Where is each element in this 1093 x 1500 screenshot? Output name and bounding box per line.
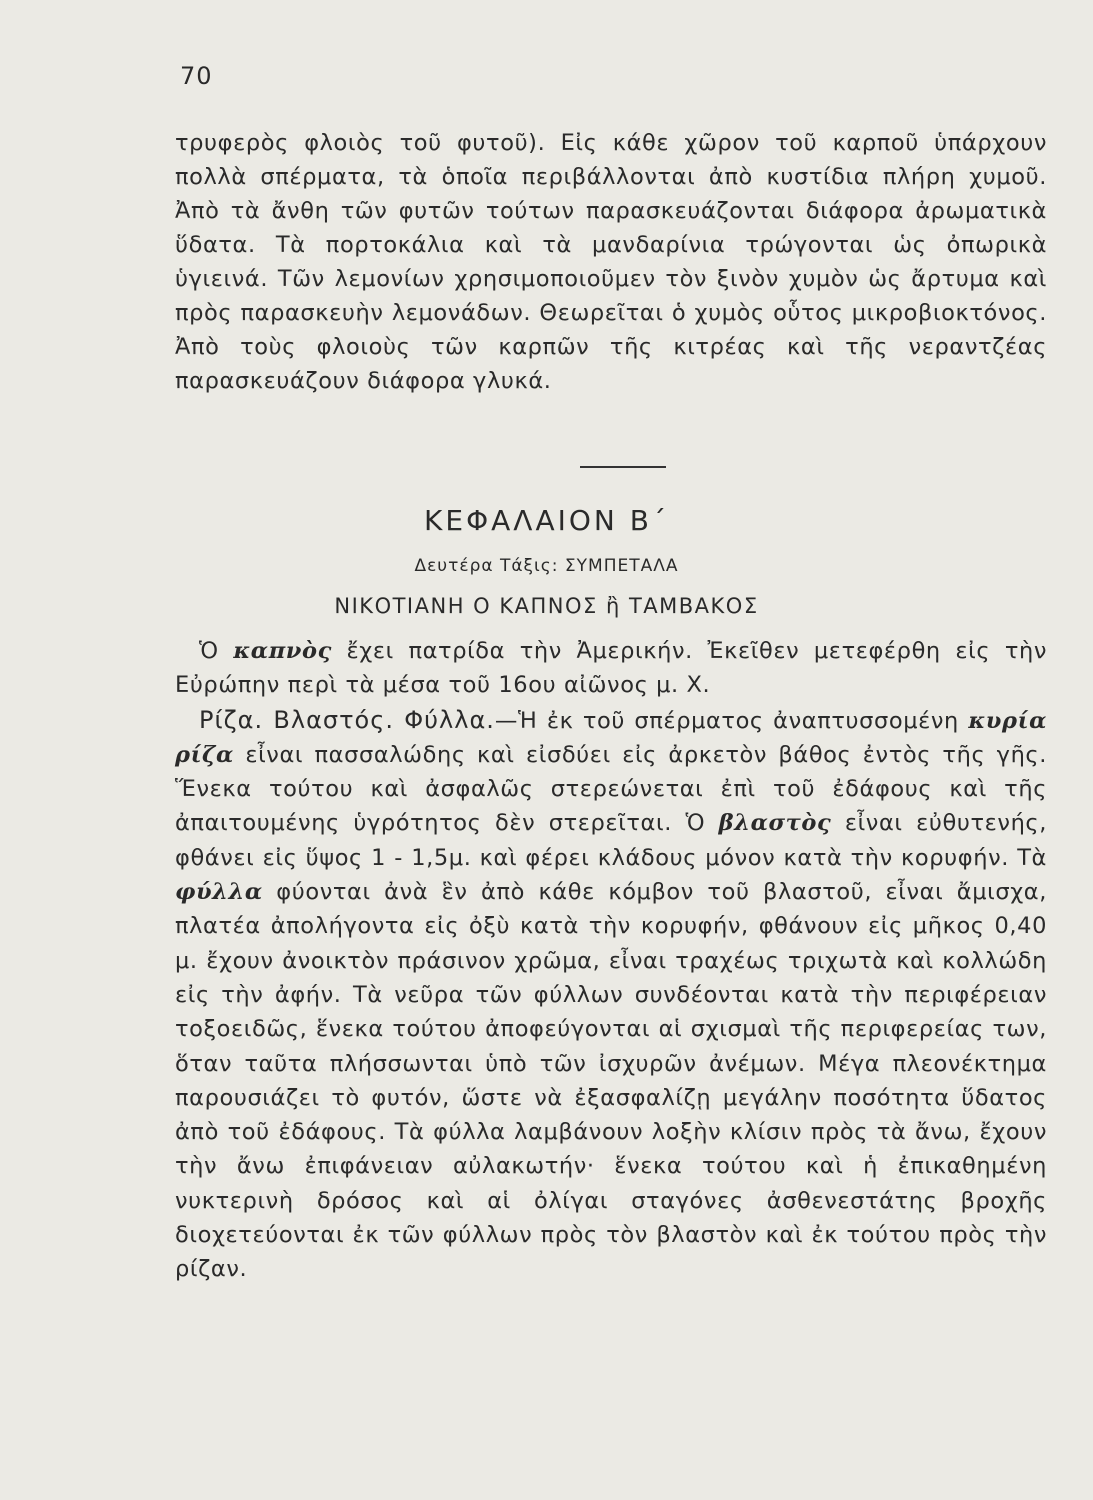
- section-paragraph: [175, 703, 1047, 1287]
- section-divider: [580, 466, 666, 468]
- intro-text-after: ἔχει πατρίδα τὴν Ἀμερικήν. Ἐκεῖθεν μετεφέρθη εἰς τὴν Εὐρώπην περὶ τὰ μέσα τοῦ 16ου αἰῶνος μ. Χ.: [175, 638, 1047, 699]
- intro-keyword: καπνὸς: [233, 638, 332, 664]
- continuation-text: τρυφερὸς φλοιὸς τοῦ φυτοῦ). Εἰς κάθε χῶρον τοῦ καρποῦ ὑπάρχουν πολλὰ σπέρματα, τὰ ὁποῖα περιβάλλονται ἀπὸ κυστίδια πλήρη χυμοῦ. Ἀπὸ τὰ ἄνθη τῶν φυτῶν τούτων παρασκευάζονται διάφορα ἀρωματικὰ ὕδατα. Τὰ πορτοκάλια καὶ τὰ μανδαρίνια τρώγονται ὡς ὀπωρικὰ ὑγιεινά. Τῶν λεμονίων χρησιμοποιοῦμεν τὸν ξινὸν χυμὸν ὡς ἄρτυμα καὶ πρὸς παρασκευὴν λεμονάδων. Θεωρεῖται ὁ χυμὸς οὗτος μικροβιοκτόνος. Ἀπὸ τοὺς φλοιοὺς τῶν καρπῶν τῆς κιτρέας καὶ τῆς νεραντζέας παρασκευάζουν διάφορα γλυκά.: [175, 130, 1047, 394]
- section-keyword-stem: βλαστὸς: [718, 810, 832, 837]
- intro-text-before: Ὁ: [199, 638, 234, 664]
- intro-paragraph: [175, 634, 1047, 703]
- chapter-title: ΚΕΦΑΛΑΙΟΝ Β΄: [424, 504, 669, 537]
- section-heading: Ρίζα. Βλαστός. Φύλλα.: [199, 705, 495, 734]
- page-number: 70: [180, 62, 213, 90]
- chapter-heading: ΝΙΚΟΤΙΑΝΗ Ο ΚΑΠΝΟΣ ἢ ΤΑΜΒΑΚΟΣ: [334, 594, 759, 618]
- chapter-subtitle: Δευτέρα Τάξις: ΣΥΜΠΕΤΑΛΑ: [414, 556, 679, 576]
- section-text-2: εἶναι πασσαλώδης καὶ εἰσδύει εἰς ἀρκετὸν βάθος ἐντὸς τῆς γῆς. Ἕνεκα τούτου καὶ ἀσφαλῶς στερεώνεται ἐπὶ τοῦ ἐδάφους καὶ τῆς ἀπαιτουμένης ὑγρότητος δὲν στερεῖται. Ὁ: [175, 741, 1047, 837]
- chapter-body: [175, 634, 1047, 1287]
- section-text-4: φύονται ἀνὰ ἓν ἀπὸ κάθε κόμβον τοῦ βλαστοῦ, εἶναι ἄμισχα, πλατέα ἀπολήγοντα εἰς ὀξὺ κατὰ τὴν κορυφήν, φθάνουν εἰς μῆκος 0,40 μ. ἔχουν ἀνοικτὸν πράσινον χρῶμα, εἶναι τραχέως τριχωτὰ καὶ κολλώδη εἰς τὴν ἀφήν. Τὰ νεῦρα τῶν φύλλων συνδέονται κατὰ τὴν περιφέρειαν τοξοειδῶς, ἕνεκα τούτου ἀποφεύγονται αἱ σχισμαὶ τῆς περιφερείας των, ὅταν ταῦτα πλήσσωνται ὑπὸ τῶν ἰσχυρῶν ἀνέμων. Μέγα πλεονέκτημα παρουσιάζει τὸ φυτόν, ὥστε νὰ ἐξασφαλίζῃ μεγάλην ποσότητα ὕδατος ἀπὸ τοῦ ἐδάφους. Τὰ φύλλα λαμβάνουν λοξὴν κλίσιν πρὸς τὰ ἄνω, ἔχουν τὴν ἄνω ἐπιφάνειαν αὐλακωτήν· ἕνεκα τούτου καὶ ἡ ἐπικαθημένη νυκτερινὴ δρόσος καὶ αἱ ὀλίγαι σταγόνες ἀσθενεστάτης βροχῆς διοχετεύονται ἐκ τῶν φύλλων πρὸς τὸν βλαστὸν καὶ ἐκ τούτου πρὸς τὴν ρίζαν.: [175, 879, 1047, 1283]
- section-keyword-root: κυρία ρίζα: [175, 707, 1047, 768]
- section-keyword-leaves: φύλλα: [175, 879, 263, 906]
- continuation-paragraph: [175, 126, 1047, 398]
- section-text-3: εἶναι εὐθυτενής, φθάνει εἰς ὕψος 1 - 1,5μ. καὶ φέρει κλάδους μόνον κατὰ τὴν κορυφήν. Τὰ: [175, 810, 1047, 871]
- section-text-1: —Ἡ ἐκ τοῦ σπέρματος ἀναπτυσσομένη: [494, 707, 969, 734]
